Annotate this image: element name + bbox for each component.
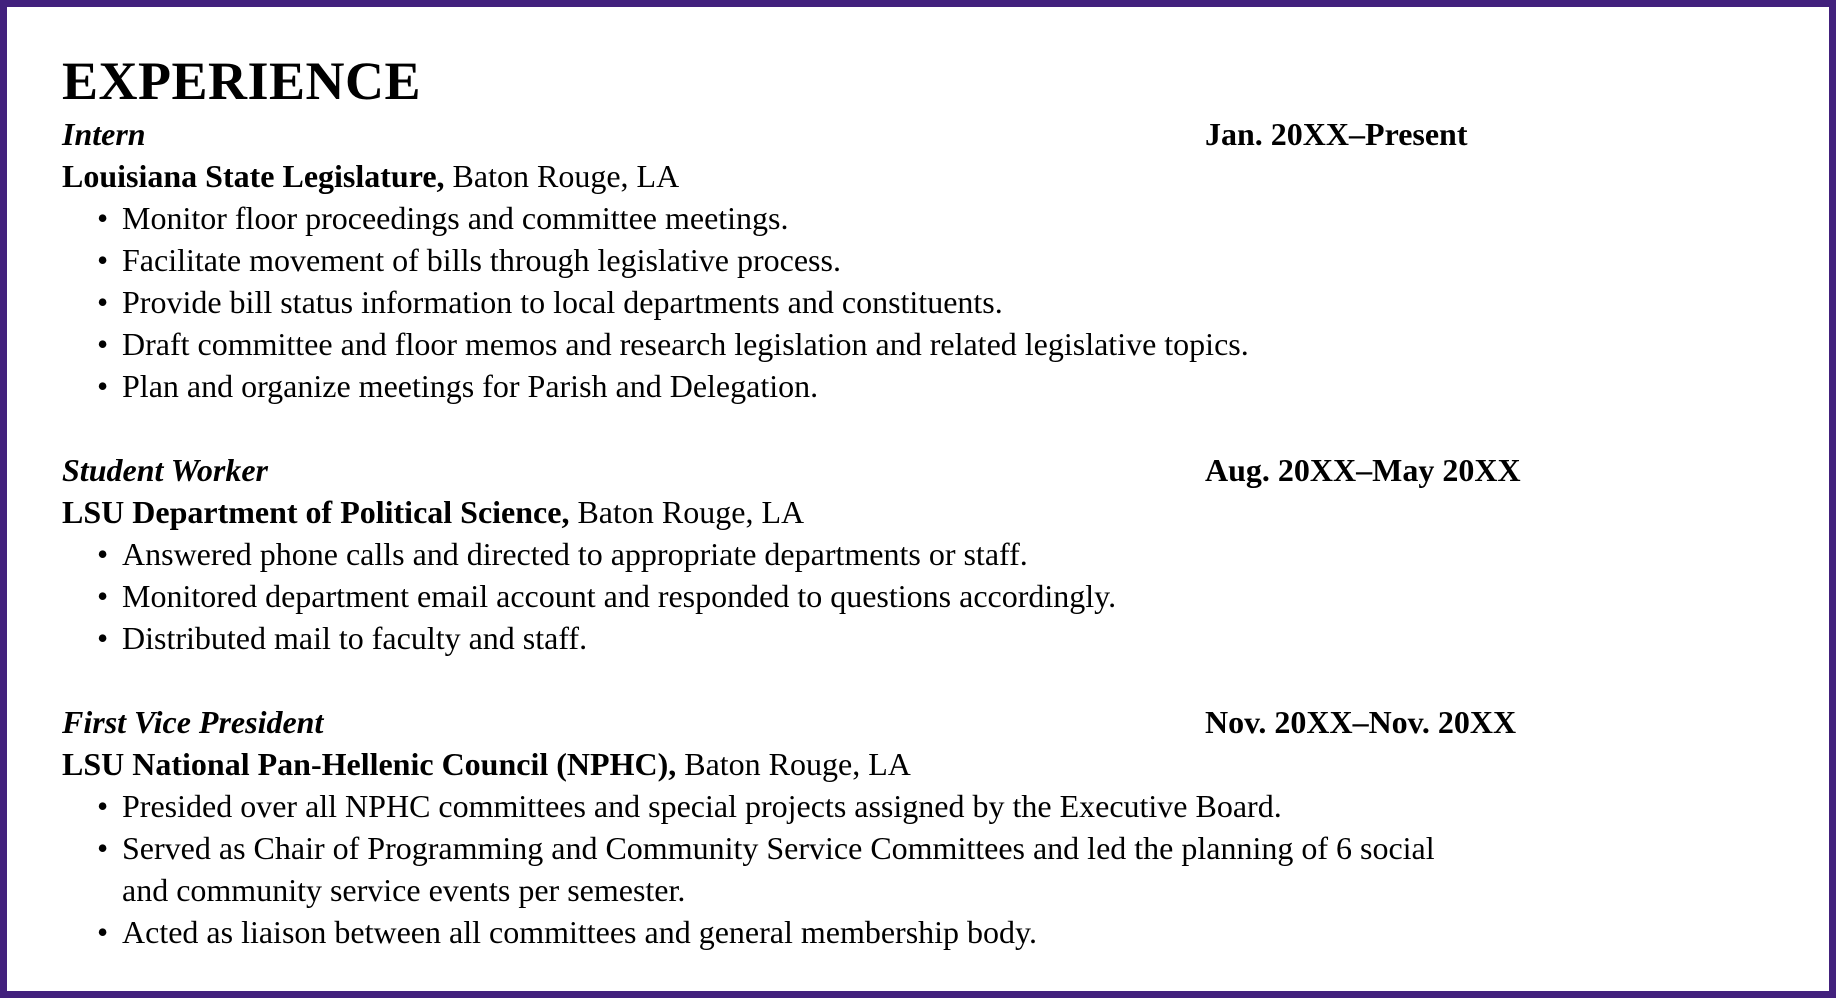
job-entry-first-vice-president (62, 701, 1517, 953)
job-bullets (62, 197, 1472, 407)
job-org-line (62, 155, 1472, 197)
experience-section (62, 51, 1521, 953)
bullet-item: • Plan and organize meetings for Parish and Delegation. (62, 365, 1472, 407)
job-header (62, 449, 1521, 491)
job-entry-student-worker (62, 449, 1521, 659)
job-title: First Vice President (62, 704, 324, 740)
bullet-item: • Acted as liaison between all committees and general membership body. (62, 911, 1472, 953)
bullet-item: • Answered phone calls and directed to appropriate departments or staff. (62, 533, 1472, 575)
job-location: Baton Rouge, LA (684, 746, 911, 782)
job-location: Baton Rouge, LA (452, 158, 680, 194)
job-header (62, 701, 1517, 743)
job-bullets (62, 785, 1472, 953)
experience-heading: EXPERIENCE (62, 51, 422, 111)
job-dates: Nov. 20XX–Nov. 20XX (1205, 704, 1517, 740)
job-title: Intern (62, 116, 146, 152)
bullet-item: • Draft committee and floor memos and research legislation and related legislative topics. (62, 323, 1472, 365)
job-organization: LSU National Pan-Hellenic Council (NPHC), (62, 746, 677, 782)
job-dates: Jan. 20XX–Present (1205, 116, 1468, 152)
job-organization: Louisiana State Legislature, (62, 158, 445, 194)
job-org-line (62, 743, 1472, 785)
bullet-item: • Facilitate movement of bills through legislative process. (62, 239, 1472, 281)
job-bullets (62, 533, 1472, 659)
bullet-item: • Provide bill status information to local departments and constituents. (62, 281, 1472, 323)
bullet-item: • Distributed mail to faculty and staff. (62, 617, 1472, 659)
bullet-item: • Monitor floor proceedings and committee meetings. (62, 197, 1472, 239)
bullet-item: • Monitored department email account and responded to questions accordingly. (62, 575, 1472, 617)
job-title: Student Worker (62, 452, 268, 488)
job-entry-intern (62, 113, 1472, 407)
job-location: Baton Rouge, LA (577, 494, 805, 530)
bullet-item: • Presided over all NPHC committees and special projects assigned by the Executive Board. (62, 785, 1472, 827)
bullet-item: • Served as Chair of Programming and Community Service Committees and led the planning of 6 social and community service events per semester. (62, 827, 1472, 911)
job-header (62, 113, 1472, 155)
job-organization: LSU Department of Political Science, (62, 494, 570, 530)
job-org-line (62, 491, 1472, 533)
job-dates: Aug. 20XX–May 20XX (1205, 452, 1521, 488)
